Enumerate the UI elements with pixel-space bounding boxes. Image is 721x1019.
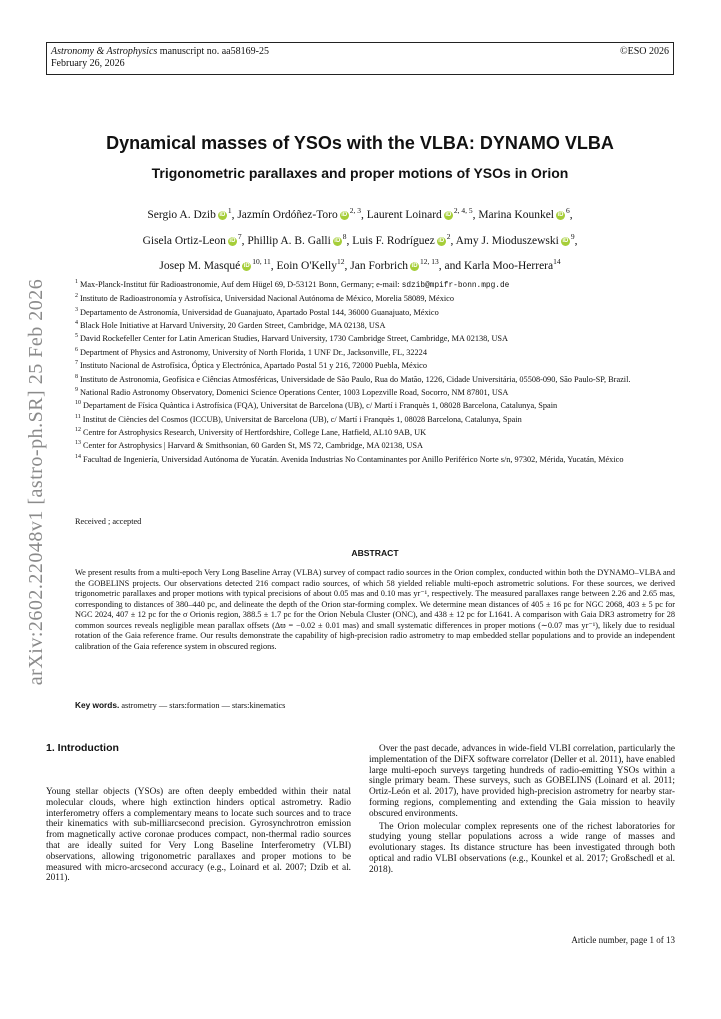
orcid-icon[interactable]: iD	[445, 211, 452, 218]
author-name: Phillip A. B. Galli	[247, 234, 331, 247]
intro-paragraph-1: Young stellar objects (YSOs) are often deeply embedded within their natal molecular clouds, where high extinction hinders optical astrometry. Radio interferometry offers a complementary means to locate such sources and to trace their kinematics with sub-milliarcsecond precision. Gyrosynchrotron emission from magnetically active coronae produces compact, non-thermal radio sources that are ideally suited for Very Long Baseline Interferometry (VLBI) observations, allowing trigonometric parallaxes and proper motions to be measured with micro-arcsecond accuracy (e.g., Loinard et al. 2007; Dzib et al. 2011).	[46, 787, 351, 884]
orcid-icon[interactable]: iD	[341, 211, 348, 218]
affiliation-text: Center for Astrophysics | Harvard & Smithsonian, 60 Garden St, MS 72, Cambridge, MA 02138, USA	[83, 441, 423, 451]
header-date: February 26, 2026	[51, 58, 125, 69]
keywords-text: astrometry — stars:formation — stars:kinematics	[121, 701, 286, 710]
keywords-label: Key words.	[75, 700, 120, 710]
author-name: Amy J. Mioduszewski	[455, 234, 559, 247]
affiliation-item	[75, 277, 675, 291]
author-affiliation-marker: 9	[570, 231, 575, 241]
author-affiliation-marker: 7	[237, 231, 242, 241]
affiliation-text: Centre for Astrophysics Research, University of Hertfordshire, College Lane, Hatfield, AL10 9AB, UK	[83, 427, 427, 437]
affiliation-item	[75, 372, 675, 385]
header-copyright: ©ESO 2026	[620, 46, 669, 57]
paper-subtitle: Trigonometric parallaxes and proper motions of YSOs in Orion	[151, 165, 569, 181]
received-line: Received ; accepted	[75, 517, 142, 526]
affiliation-number: 14	[75, 453, 81, 460]
affiliation-text: Departament de Física Quàntica i Astrofísica (FQA), Universitat de Barcelona (UB), c/ Martí i Franquès 1, 08028 Barcelona, Catalunya, Spain	[83, 401, 558, 410]
affiliation-text: Department of Physics and Astronomy, University of North Florida, 1 UNF Dr., Jacksonville, FL, 32224	[80, 347, 427, 357]
affiliation-item	[75, 291, 675, 304]
header-left	[51, 46, 269, 70]
author-name: Laurent Loinard	[366, 208, 442, 221]
orcid-icon[interactable]: iD	[411, 263, 418, 270]
author-entry: Gisela Ortiz-Leon iD $^7$,	[142, 231, 248, 247]
paper-title: Dynamical masses of YSOs with the VLBA: DYNAMO VLBA	[106, 133, 614, 153]
orcid-icon[interactable]: iD	[562, 237, 569, 244]
affiliation-number: 10	[75, 400, 81, 407]
affiliation-number: 12	[75, 426, 81, 433]
orcid-icon[interactable]: iD	[557, 211, 564, 218]
author-entry: Marina Kounkel iD $^6$,	[478, 206, 573, 221]
orcid-icon[interactable]: iD	[229, 237, 236, 244]
author-affiliation-marker: 2, 4, 5	[453, 206, 473, 215]
author-entry: Eoin O'Kelly$^{12}$,	[276, 257, 351, 273]
author-name: Karla Moo-Herrera	[464, 260, 554, 273]
affiliation-text: Facultad de Ingeniería, Universidad Autónoma de Yucatán. Avenida Industrias No Contaminantes por Anillo Periférico Norte s/n, 97302, Mérida, Yucatán, México	[83, 454, 624, 464]
abstract-text: We present results from a multi-epoch Very Long Baseline Array (VLBA) survey of compact radio sources in the Orion complex, conducted within both the DYNAMO–VLBA and the GOBELINS projects. Our observations detected 216 compact radio sources, of which 58 yielded reliable multi-epoch astrometric solutions. For these sources, we derived trigonometric parallaxes and proper motions with typical precisions of about 0.05 mas and 0.10 mas yr⁻¹, respectively. The measured parallaxes range between 2.26 and 2.65 mas, corresponding to distances of 380–440 pc, and delineate the depth of the Orion star-forming complex. We determine mean distances of 405 ± 16 pc for NGC 2068, 403 ± 5 pc for NGC 2024, 407 ± 12 pc for the σ Orionis region, 388.5 ± 1.7 pc for the Orion Nebula Cluster (ONC), and 438 ± 12 pc for L1641. A comparison with Gaia DR3 astrometry for 28 common sources reveals negligible mean parallax offsets (Δϖ = −0.02 ± 0.01 mas) and small systematic differences in proper motions (∼0.07 mas yr⁻¹), likely due to residual rotation of the Gaia reference frame. Our results demonstrate the capability of high-precision radio astrometry to map embedded stellar populations and to provide an independent calibration of the Gaia reference system in obscured regions.	[75, 568, 675, 651]
keywords-line	[75, 700, 675, 710]
journal-name: Astronomy & Astrophysics	[51, 46, 158, 57]
intro-paragraph-3: The Orion molecular complex represents one of the richest laboratories for studying young stellar populations across a wide range of masses and evolutionary stages. Its distance structure has been investigated through both optical and radio VLBI observations (e.g., Kounkel et al. 2017; Großschedl et al. 2018).	[369, 821, 675, 875]
author-name: Luis F. Rodríguez	[352, 234, 435, 247]
author-entry: Luis F. Rodríguez iD $^2$,	[352, 231, 456, 247]
affiliation-item	[75, 438, 675, 451]
affiliation-text: Max-Planck-Institut für Radioastronomie, Auf dem Hügel 69, D-53121 Bonn, Germany; e-mail:	[80, 279, 402, 289]
author-entry: Jazmín Ordóñez-Toro iD $^{2, 3}$,	[237, 206, 367, 221]
author-entry: Amy J. Mioduszewski iD $^9$,	[455, 231, 578, 247]
author-conjunction: and	[444, 260, 465, 273]
email-link[interactable]: sdzib@mpifr-bonn.mpg.de	[401, 281, 510, 290]
affiliation-number: 8	[75, 373, 78, 380]
author-affiliation-marker: 1	[227, 206, 232, 215]
affiliation-item	[75, 345, 675, 358]
affiliation-item	[75, 331, 675, 344]
affiliation-text: Instituto Nacional de Astrofísica, Óptica y Electrónica, Apartado Postal 51 y 216, 72000 Puebla, México	[80, 360, 428, 370]
author-affiliation-marker: 6	[566, 206, 570, 215]
author-entry: Laurent Loinard iD $^{2, 4, 5}$,	[366, 206, 479, 221]
affiliation-item	[75, 398, 675, 411]
affiliation-text: David Rockefeller Center for Latin American Studies, Harvard University, 1730 Cambridge Street, Cambridge, MA 02138, USA	[80, 334, 509, 344]
affiliation-list	[75, 277, 675, 465]
orcid-icon[interactable]: iD	[438, 237, 445, 244]
affiliation-item	[75, 318, 675, 331]
section-heading-introduction: 1. Introduction	[46, 742, 119, 754]
page-footer: Article number, page 1 of 13	[571, 935, 675, 945]
orcid-icon[interactable]: iD	[219, 211, 226, 218]
left-column	[46, 787, 351, 884]
affiliation-number: 5	[75, 333, 78, 340]
author-affiliation-marker: 10, 11	[252, 257, 271, 267]
affiliation-number: 7	[75, 360, 78, 367]
affiliation-text: Departamento de Astronomía, Universidad de Guanajuato, Apartado Postal 144, 36000 Guanajuato, México	[80, 307, 439, 317]
author-name: Gisela Ortiz-Leon	[142, 234, 226, 247]
author-name: Marina Kounkel	[478, 208, 555, 221]
affiliation-item	[75, 425, 675, 438]
manuscript-number: manuscript no. aa58169-25	[159, 46, 269, 57]
affiliation-number: 6	[75, 346, 78, 353]
author-list	[80, 200, 640, 277]
author-name: Sergio A. Dzib	[147, 208, 216, 221]
author-affiliation-marker: 8	[342, 231, 347, 241]
affiliation-number: 9	[75, 386, 78, 393]
arxiv-stamp: arXiv:2602.22048v1 [astro-ph.SR] 25 Feb 2026	[25, 278, 47, 686]
author-entry: Josep M. Masqué iD $^{10, 11}$,	[159, 257, 277, 273]
affiliation-text: Institut de Ciències del Cosmos (ICCUB), Universitat de Barcelona (UB), c/ Martí i Franquès 1, 08028 Barcelona, Catalunya, Spain	[82, 414, 522, 424]
affiliation-number: 13	[75, 440, 81, 447]
author-name: Josep M. Masqué	[159, 260, 241, 273]
author-name: Jazmín Ordóñez-Toro	[237, 208, 338, 221]
affiliation-item	[75, 358, 675, 371]
right-column	[369, 742, 675, 876]
affiliation-text: Black Hole Initiative at Harvard University, 20 Garden Street, Cambridge, MA 02138, USA	[80, 320, 386, 330]
author-affiliation-marker: 2, 3	[349, 206, 362, 215]
author-name: Eoin O'Kelly	[276, 260, 337, 273]
author-entry: Sergio A. Dzib iD $^1$,	[147, 206, 238, 221]
author-affiliation-marker: 12	[336, 257, 345, 267]
affiliation-text: National Radio Astronomy Observatory, Domenici Science Operations Center, 1003 Lopezville Road, Socorro, NM 87801, USA	[80, 387, 509, 397]
affiliation-item	[75, 412, 675, 425]
affiliation-number: 2	[75, 293, 78, 300]
intro-paragraph-2: Over the past decade, advances in wide-field VLBI correlation, particularly the implementation of the DiFX software correlator (Deller et al. 2011), have enabled large multi-epoch surveys targeting hundreds of radio-emitting YSOs within a single primary beam. These surveys, such as GOBELINS (Loinard et al. 2011; Ortiz-León et al. 2017), have provided high-precision astrometry for nearby star-forming regions, complementing and extending the Gaia mission to heavily obscured environments.	[369, 744, 675, 819]
affiliation-number: 4	[75, 320, 78, 327]
author-affiliation-marker: 12, 13	[420, 257, 439, 267]
author-entry: Jan Forbrich iD $^{12, 13}$,	[350, 257, 445, 273]
affiliation-item	[75, 385, 675, 398]
author-affiliation-marker: 14	[553, 257, 561, 267]
affiliation-number: 11	[75, 413, 81, 420]
affiliation-number: 3	[75, 306, 78, 313]
affiliation-text: Instituto de Radioastronomía y Astrofísica, Universidad Nacional Autónoma de México, Morelia 58089, México	[80, 294, 454, 304]
author-affiliation-marker: 2	[446, 231, 451, 241]
author-entry: Phillip A. B. Galli iD $^8$,	[247, 231, 353, 247]
orcid-icon[interactable]: iD	[334, 237, 341, 244]
manuscript-header-box	[46, 42, 674, 75]
orcid-icon[interactable]: iD	[243, 263, 250, 270]
author-entry	[444, 257, 561, 273]
affiliation-text: Instituto de Astronomia, Geofísica e Ciências Atmosféricas, Universidade de São Paulo, Rua do Matão, 1226, Cidade Universitária, 05508-090, São Paulo-SP, Brazil.	[80, 374, 631, 384]
abstract-title: ABSTRACT	[351, 548, 399, 558]
affiliation-number: 1	[75, 279, 78, 285]
author-name: Jan Forbrich	[350, 260, 409, 273]
affiliation-item	[75, 305, 675, 318]
affiliation-item	[75, 452, 675, 465]
